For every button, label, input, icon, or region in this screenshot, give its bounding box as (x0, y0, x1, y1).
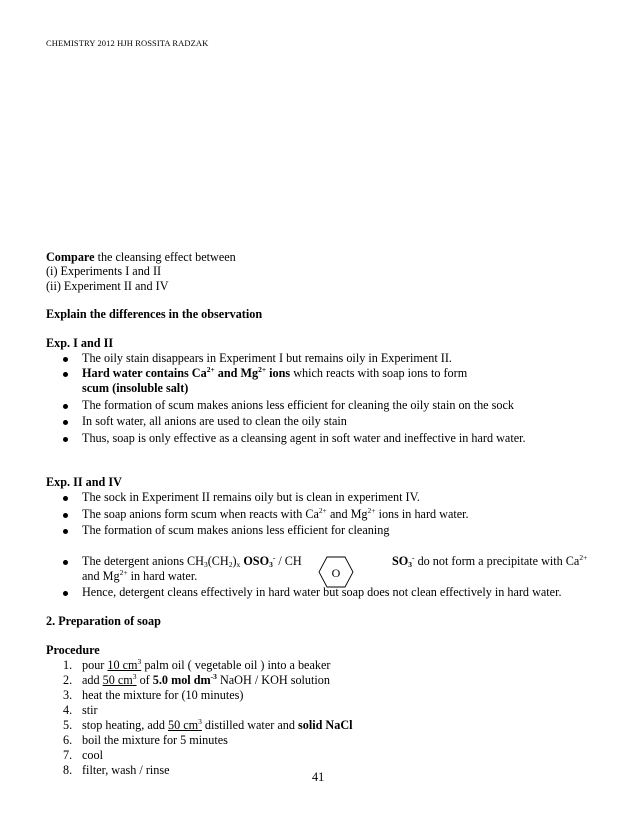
section2-heading-text: 2. Preparation of soap (46, 614, 161, 628)
procedure-heading-text: Procedure (46, 643, 100, 657)
exp1-bullet-1-text: The oily stain disappears in Experiment I but remains oily in Experiment II. (82, 351, 452, 365)
scum-label: scum (insoluble salt) (82, 381, 189, 395)
exp2-bullet-4-text: The detergent anions $CH_3(CH_2)_x$ $OSO_3^-$ / CH (82, 553, 302, 569)
exp2-bullet-5-text: Hence, detergent cleans effectively in hard water but soap does not clean effectively in hard water. (82, 585, 562, 599)
page-number: 41 (312, 770, 325, 784)
exp2-bullet-1-text: The sock in Experiment II remains oily but is clean in experiment IV. (82, 490, 420, 504)
exp1-heading-text: Exp. I and II (46, 336, 114, 350)
benzene-ring-icon (318, 556, 354, 588)
explain-heading (46, 307, 262, 322)
bullet-icon (63, 560, 68, 565)
compare-bold: Compare (46, 250, 95, 264)
bullet-icon (63, 420, 68, 425)
bullet-icon (63, 437, 68, 442)
exp1-bullet-5-text: Thus, soap is only effective as a cleansing agent in soft water and ineffective in hard water. (82, 431, 526, 445)
exp2-heading-text: Exp. II and IV (46, 475, 122, 489)
page-header: CHEMISTRY 2012 HJH ROSSITA RADZAK (46, 38, 209, 48)
compare-item-1: (i) Experiments I and II (46, 264, 162, 278)
bullet-icon (63, 357, 68, 362)
bullet-icon (63, 496, 68, 501)
compare-rest: the cleansing effect between (94, 250, 236, 264)
exp2-bullet-4-after-ring: $SO_3^-$ do not form a precipitate with $Ca^{2+}$ (392, 553, 588, 569)
exp1-bullet-4-text: In soft water, all anions are used to clean the oily stain (82, 414, 347, 428)
ring-label: O (331, 566, 341, 580)
bullet-icon (63, 513, 68, 518)
bullet-icon (63, 404, 68, 409)
explain-heading-text: Explain the differences in the observation (46, 307, 263, 321)
exp2-heading (46, 475, 122, 490)
compare-line (46, 250, 236, 265)
exp1-heading (46, 336, 113, 351)
procedure-heading (46, 643, 100, 658)
exp2-bullet-3-text: The formation of scum makes anions less efficient for cleaning (82, 523, 390, 537)
exp2-bullet-2-text: The soap anions form scum when reacts with $Ca^{2+}$ and $Mg^{2+}$ ions in hard water. (82, 506, 469, 521)
bullet-icon (63, 591, 68, 596)
bullet-icon (63, 529, 68, 534)
compare-item-2: (ii) Experiment II and IV (46, 279, 169, 293)
exp1-bullet-2-text: Hard water contains $Ca^{2+}$ and $Mg^{2+}$ ions which reacts with soap ions to form (82, 365, 468, 380)
bullet-icon (63, 372, 68, 377)
section2-heading (46, 614, 161, 629)
exp1-bullet-3-text: The formation of scum makes anions less efficient for cleaning the oily stain on the sock (82, 398, 514, 412)
